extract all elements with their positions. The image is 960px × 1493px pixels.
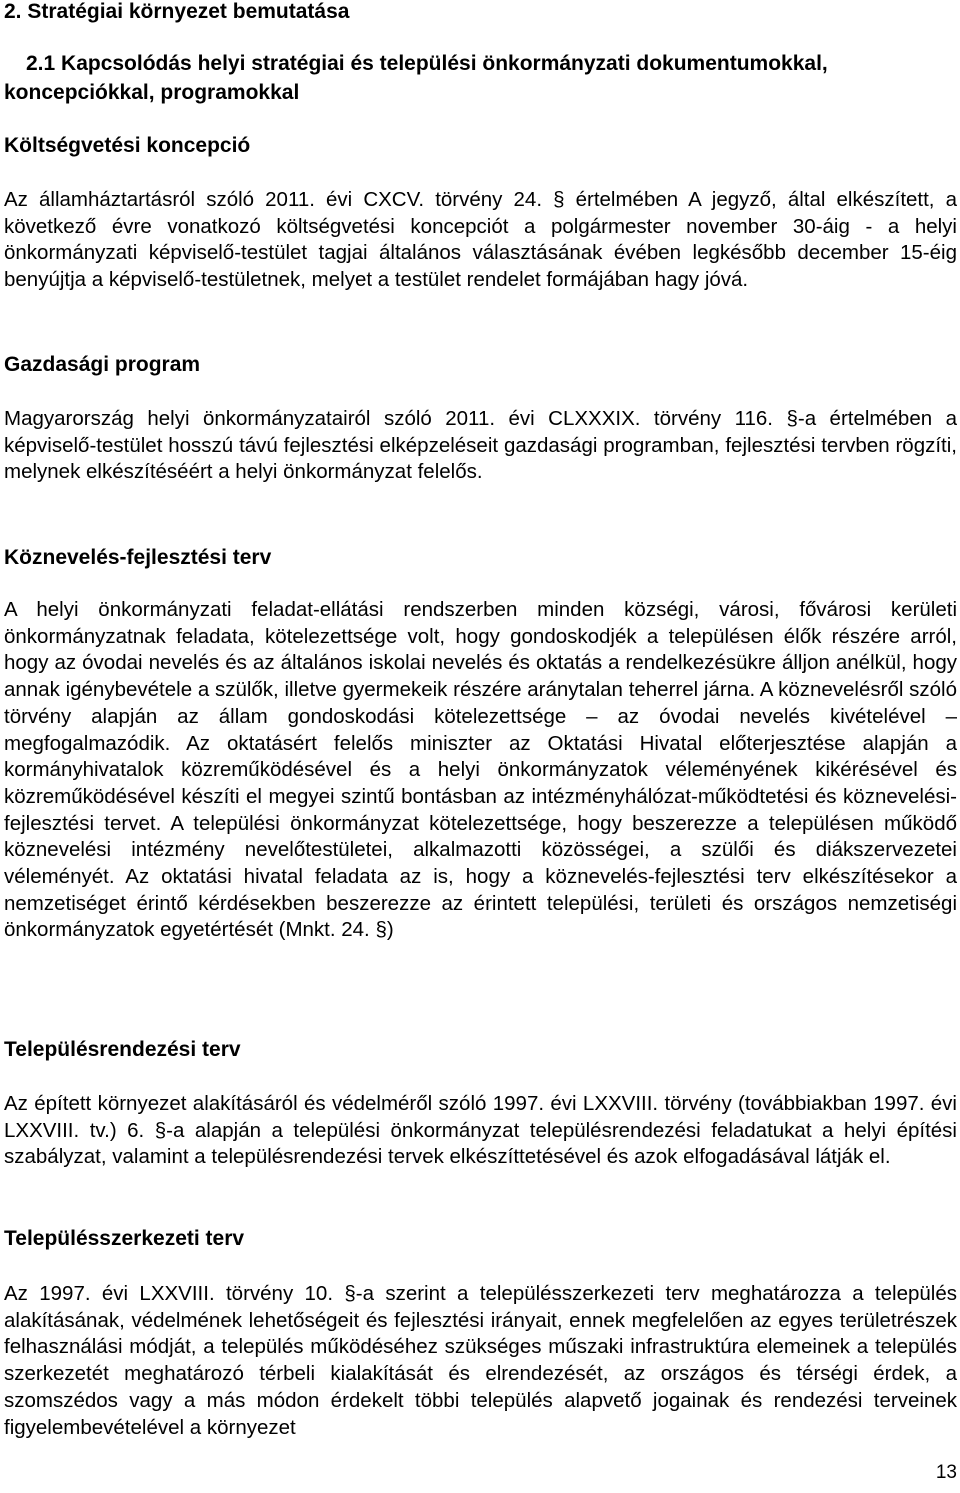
paragraph-telepulesszerkezeti-terv: Az 1997. évi LXXVIII. törvény 10. §-a szerint a településszerkezeti terv meghatározza a település alakításának, védelmének lehetőségeit és fejlesztési irányait, ennek megfelelően az egyes területrészek felhasználási módját, a település működéséhez szükséges műszaki infrastruktúra elemeinek a település szerkezetét meghatározó térbeli kialakítását és elrendezését, az országos és térségi érdek, a szomszédos vagy a más módon érdekelt többi település alapvető jogainak és rendezési terveinek figyelembevételével a környezet xyxy=(4,1282,957,1439)
paragraph-koltsegvetesi-koncepcio: Az államháztartásról szóló 2011. évi CXCV. törvény 24. § értelmében A jegyző, által elkészített, a következő évre vonatkozó költségvetési koncepciót a polgármester november 30-áig - a helyi önkormányzati képviselő-testület tagjai általános választásának évében legkésőbb december 15-éig benyújtja a képviselő-testületnek, melyet a testület rendelet formájában hagy jóvá. xyxy=(4,188,957,292)
heading-koltsegvetesi-koncepcio: Költségvetési koncepció xyxy=(4,134,251,157)
subsection-title: 2.1 Kapcsolódás helyi stratégiai és települési önkormányzati dokumentumokkal, koncepciókkal, programokkal xyxy=(4,52,828,104)
section-title: 2. Stratégiai környezet bemutatása xyxy=(4,0,350,23)
heading-telepulesrendezesi-terv: Településrendezési terv xyxy=(4,1038,241,1061)
heading-telepulesszerkezeti-terv: Településszerkezeti terv xyxy=(4,1227,245,1250)
page-number: 13 xyxy=(935,1462,957,1483)
heading-koznevelesi-terv: Köznevelés-fejlesztési terv xyxy=(4,546,272,569)
paragraph-gazdasagi-program: Magyarország helyi önkormányzatairól szóló 2011. évi CLXXXIX. törvény 116. §-a értelmében a képviselő-testület hosszú távú fejlesztési elképzeléseit gazdasági programban, fejlesztési tervben rögzíti, melynek elkészítéséért a helyi önkormányzat felelős. xyxy=(4,407,957,484)
heading-gazdasagi-program: Gazdasági program xyxy=(4,353,201,376)
paragraph-telepulesrendezesi-terv: Az épített környezet alakításáról és védelméről szóló 1997. évi LXXVIII. törvény (továbbiakban 1997. évi LXXVIII. tv.) 6. §-a alapján a települési önkormányzat településrendezési feladatukat a helyi építési szabályzat, valamint a településrendezési tervek elkészíttetésével és azok elfogadásával látják el. xyxy=(4,1092,957,1169)
paragraph-koznevelesi-terv: A helyi önkormányzati feladat-ellátási rendszerben minden községi, városi, fővárosi kerületi önkormányzatnak feladata, kötelezettsége volt, hogy gondoskodjék a településen élők részére arról, hogy az óvodai nevelés és az általános iskolai nevelés és oktatás a rendelkezésükre álljon anélkül, hogy annak igénybevétele a szülők, illetve gyermekeik részére aránytalan teherrel járna. A köznevelésről szóló törvény alapján az állam gondoskodási kötelezettsége – az óvodai nevelés kivételével – megfogalmazódik. Az oktatásért felelős miniszter az Oktatási Hivatal előterjesztése alapján a kormányhivatalok közreműködésével és a helyi önkormányzatok véleményének kikérésével és közreműködésével készíti el megyei szintű bontásban az intézményhálózat-működtetési és köznevelési-fejlesztési tervet. A települési önkormányzat kötelezettsége, hogy beszerezze a településen működő köznevelési intézmény nevelőtestületei, alkalmazotti közösségei, a szülői és diákszervezetei véleményét. Az oktatási hivatal feladata az is, hogy a köznevelés-fejlesztési terv elkészítésekor a nemzetiséget érintő kérdésekben beszerezze az érintett települési, területi és országos nemzetiségi önkormányzatok egyetértését (Mnkt. 24. §) xyxy=(4,598,957,942)
